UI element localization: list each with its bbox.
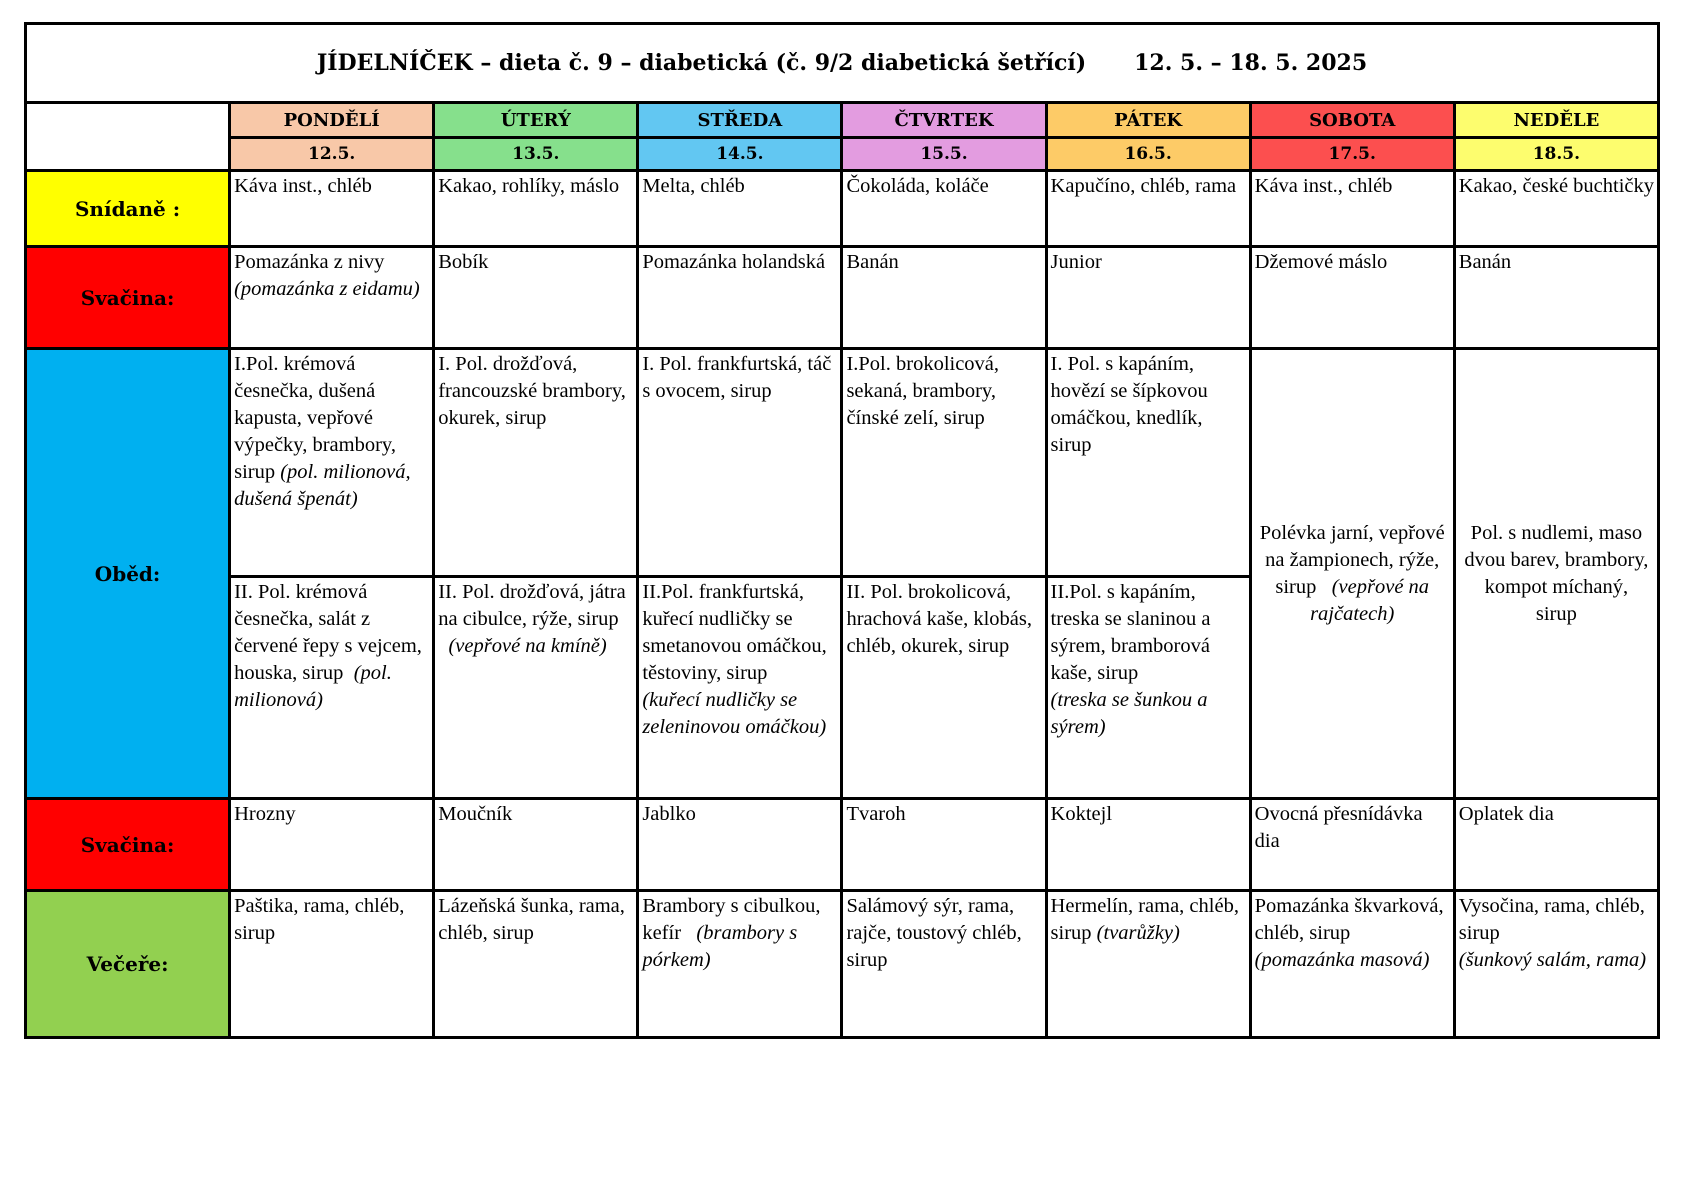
day-name-patek: PÁTEK (1046, 103, 1250, 138)
menu-cell: Banán (1454, 247, 1658, 349)
menu-cell: II. Pol. drožďová, játra na cibulce, rýže, sirup (vepřové na kmíně) (434, 577, 638, 799)
menu-cell: Hrozny (230, 799, 434, 891)
day-date-ctvrtek: 15.5. (842, 138, 1046, 171)
day-name-streda: STŘEDA (638, 103, 842, 138)
menu-cell: Vysočina, rama, chléb, sirup (šunkový salám, rama) (1454, 891, 1658, 1038)
page-title (26, 24, 1659, 103)
menu-cell: Melta, chléb (638, 171, 842, 247)
diet-note: (kuřecí nudličky se zeleninovou omáčkou) (642, 689, 827, 738)
menu-cell-weekend: Polévka jarní, vepřové na žampionech, rýže, sirup (vepřové na rajčatech) (1250, 349, 1454, 799)
diet-note: (šunkový salám, rama) (1458, 949, 1647, 971)
menu-cell: Paštika, rama, chléb, sirup (230, 891, 434, 1038)
day-date-streda: 14.5. (638, 138, 842, 171)
title-dates: 12. 5. – 18. 5. 2025 (1134, 50, 1368, 76)
day-name-sobota: SOBOTA (1250, 103, 1454, 138)
menu-cell: Čokoláda, koláče (842, 171, 1046, 247)
menu-cell: Káva inst., chléb (1250, 171, 1454, 247)
diet-note: (treska se šunkou a sýrem) (1050, 689, 1208, 738)
menu-cell: Brambory s cibulkou, kefír (brambory s pórkem) (638, 891, 842, 1038)
day-name-utery: ÚTERÝ (434, 103, 638, 138)
menu-cell: Kapučíno, chléb, rama (1046, 171, 1250, 247)
menu-cell: II.Pol. s kapáním, treska se slaninou a sýrem, bramborová kaše, sirup (treska se šunkou a sýrem) (1046, 577, 1250, 799)
menu-cell: Pomazánka škvarková, chléb, sirup (pomazánka masová) (1250, 891, 1454, 1038)
menu-cell: Koktejl (1046, 799, 1250, 891)
menu-cell: Ovocná přesnídávka dia (1250, 799, 1454, 891)
menu-cell: Káva inst., chléb (230, 171, 434, 247)
menu-cell: Jablko (638, 799, 842, 891)
day-name-nedele: NEDĚLE (1454, 103, 1658, 138)
menu-cell: I.Pol. brokolicová, sekaná, brambory, čínské zelí, sirup (842, 349, 1046, 577)
menu-cell: Pomazánka holandská (638, 247, 842, 349)
diet-note: (vepřové na kmíně) (448, 635, 607, 657)
diet-note: (tvarůžky) (1096, 922, 1180, 944)
menu-cell: II. Pol. krémová česnečka, salát z červené řepy s vejcem, houska, sirup (pol. milionová) (230, 577, 434, 799)
menu-cell: Pomazánka z nivy (pomazánka z eidamu) (230, 247, 434, 349)
menu-cell: Lázeňská šunka, rama, chléb, sirup (434, 891, 638, 1038)
day-date-pondeli: 12.5. (230, 138, 434, 171)
menu-cell: Kakao, české buchtičky (1454, 171, 1658, 247)
day-date-nedele: 18.5. (1454, 138, 1658, 171)
day-date-sobota: 17.5. (1250, 138, 1454, 171)
day-date-patek: 16.5. (1046, 138, 1250, 171)
menu-cell: I. Pol. frankfurtská, táč s ovocem, sirup (638, 349, 842, 577)
title-main: JÍDELNÍČEK – dieta č. 9 – diabetická (č. 9/2 diabetická šetřící) (316, 50, 1087, 76)
menu-cell: Banán (842, 247, 1046, 349)
menu-cell: II.Pol. frankfurtská, kuřecí nudličky se smetanovou omáčkou, těstoviny, sirup (kuřecí nudličky se zeleninovou omáčkou) (638, 577, 842, 799)
menu-cell: I.Pol. krémová česnečka, dušená kapusta, vepřové výpečky, brambory, sirup (pol. milionová, dušená špenát) (230, 349, 434, 577)
menu-cell: II. Pol. brokolicová, hrachová kaše, klobás, chléb, okurek, sirup (842, 577, 1046, 799)
day-date-utery: 13.5. (434, 138, 638, 171)
menu-table (24, 22, 1660, 1039)
meal-label-svacina-dopoledni: Svačina: (26, 247, 230, 349)
meal-label-obed: Oběd: (26, 349, 230, 799)
corner-cell (26, 103, 230, 171)
diet-note: (pomazánka masová) (1254, 949, 1430, 971)
menu-cell: Oplatek dia (1454, 799, 1658, 891)
diet-note: (brambory s pórkem) (642, 922, 798, 971)
menu-cell: Džemové máslo (1250, 247, 1454, 349)
diet-note: (pol. milionová) (234, 662, 392, 711)
diet-note: (vepřové na rajčatech) (1310, 575, 1430, 625)
menu-cell: Moučník (434, 799, 638, 891)
meal-label-vecere: Večeře: (26, 891, 230, 1038)
day-name-pondeli: PONDĚLÍ (230, 103, 434, 138)
day-name-ctvrtek: ČTVRTEK (842, 103, 1046, 138)
diet-note: (pol. milionová, dušená špenát) (234, 461, 411, 510)
menu-cell: Kakao, rohlíky, máslo (434, 171, 638, 247)
menu-cell: Tvaroh (842, 799, 1046, 891)
menu-cell-weekend: Pol. s nudlemi, maso dvou barev, brambory, kompot míchaný, sirup (1454, 349, 1658, 799)
menu-cell: Bobík (434, 247, 638, 349)
diet-note: (pomazánka z eidamu) (234, 278, 420, 300)
menu-cell: I. Pol. drožďová, francouzské brambory, okurek, sirup (434, 349, 638, 577)
meal-label-snidane: Snídaně : (26, 171, 230, 247)
menu-cell: Salámový sýr, rama, rajče, toustový chléb, sirup (842, 891, 1046, 1038)
menu-cell: Junior (1046, 247, 1250, 349)
menu-cell: Hermelín, rama, chléb, sirup (tvarůžky) (1046, 891, 1250, 1038)
meal-label-svacina-odpoledni: Svačina: (26, 799, 230, 891)
menu-cell: I. Pol. s kapáním, hovězí se šípkovou omáčkou, knedlík, sirup (1046, 349, 1250, 577)
